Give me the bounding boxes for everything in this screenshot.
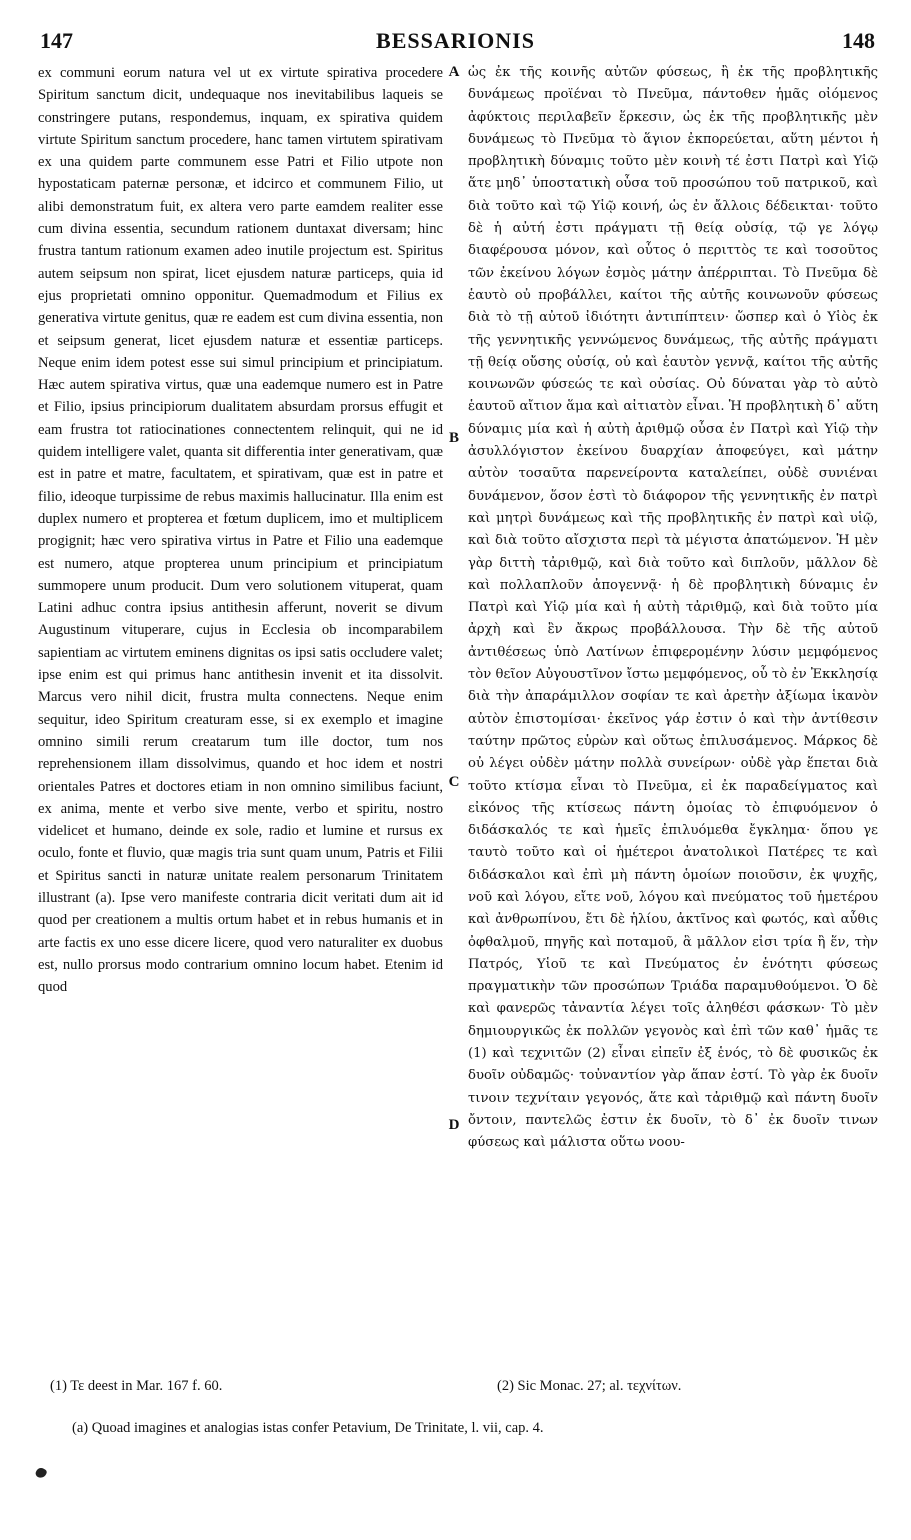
margin-marker-b: B — [448, 430, 459, 446]
running-title: BESSARIONIS — [376, 28, 535, 53]
latin-column — [38, 62, 443, 998]
margin-marker-c: C — [448, 774, 460, 790]
margin-marker-a: A — [448, 64, 460, 80]
footnote-2: (2) Sic Monac. 27; al. τεχνίτων. — [497, 1378, 682, 1394]
left-page-number: 147 — [40, 28, 73, 53]
greek-column — [468, 62, 878, 1155]
right-page-number: 148 — [842, 28, 875, 53]
page-header — [30, 28, 881, 62]
footnote-1: (1) Τε deest in Mar. 167 f. 60. — [50, 1378, 223, 1394]
latin-text: ex communi eorum natura vel ut ex virtute spirativa procedere Spiritum sanctum dicit, undequaque nos inevitabilibus laqueis se constringere putans, respondemus, inquam, ex spirativa quidem virtute Spiritum sanctum procedere, hanc tamen virtutem spirativam ex una quidem parte communem esse Patri et Filio utpote non hypostaticam paternæ personæ, et idcirco et communem Filio, ut alibi demonstratum fuit, ex altera vero parte eamdem realiter esse cum divina essentia, secundum rationem duntaxat diversam; hinc frustra tantum rationum examen adeo inutile projectum est. Spiritus autem seipsum non spirat, licet ejusdem naturæ particeps, quia id ejus proprietati omnino opponitur. Quemadmodum et Filius ex generativa virtute genitus, quæ re eadem est cum divina essentia, non et seipsum generat, licet ejusdem naturæ et essentiæ particeps. Neque enim idem potest esse sui simul principium et principiatum. Hæc autem spirativa virtus, quæ una eademque numero est in Patre et Filio, ipsius principiorum dualitatem absurdam prorsus effugit et eam frustra tot ratiocinationes connectentem relinquit, qui ne id quidem intelligere valet, quanta sit differentia inter generativam, quæ est in patre et matre, facultatem, et spirativam, quæ est in patre et filio, ideoque turpissime de rebus maximis hallucinatur. Illa enim est duplex numero et propterea et fœtum duplicem, imo et multiplicem progignit; hæc vero spirativa virtus in Patre et Filio una eademque est numero, atque propterea unum principium et principiatum summopere unum producit. Dum vero solutionem vituperat, quam Latini adhuc contra ipsius antithesin afferunt, noverit se divum Augustinum vituperare, cujus in Ecclesia ob incomparabilem sapientiam ac virtutem eminens dignitas os ipsi satis occludere valet; ipse enim est qui primus hanc antithesin invenit et ita dissolvit. Marcus vero nihil dicit, frustra multa connectens. Neque enim sequitur, ideo Spiritum creaturam esse, si ex exemplo et imagine omnino simili rerum creatarum tum ille doctor, tum nos reprehensionem illam dissolvimus, quando et hoc idem et nostri orientales Patres et doctores etiam in non omnino similibus faciunt, ex anima, mente et verbo sive mente, verbo et spiritu, nostro videlicet et humano, deinde ex sole, radio et lumine et rursus ex oculo, fonte et fluvio, quæ magis tria sunt quam unum, Patris et Filii et Spiritus sancti in naturæ unitate realem personarum Trinitatem illustrant (a). Ipse vero manifeste contraria dicit veritati dum ait id quod per creationem a multis ortum habet et in rebus humanis et in arte factis ex uno esse dicere licere, quod vero naturaliter ex duobus est, nullo prorsus modo contrarium omnino locum habet. Etenim id quod — [38, 65, 443, 996]
ink-speck — [34, 1466, 48, 1480]
footnote-a: (a) Quoad imagines et analogias istas confer Petavium, De Trinitate, l. vii, cap. 4. — [72, 1420, 544, 1436]
margin-marker-d: D — [448, 1117, 460, 1133]
greek-text: ὡς ἐκ τῆς κοινῆς αὐτῶν φύσεως, ἢ ἐκ τῆς προβλητικῆς δυνάμεως προϊέναι τὸ Πνεῦμα, πάντοθεν ἡμᾶς οἰόμενος ἀφύκτοις περιλαβεῖν ἕρκεσιν, ὡς ἐκ τῆς προβλητικῆς μὲν δυνάμεως τὸ Πνεῦμα τὸ ἅγιον ἐκπορεύεται, αὕτη μέντοι ἡ προβλητικὴ δύναμις τοῦτο μὲν κοινὴ τέ ἐστι Πατρὶ καὶ Υἱῷ ἅτε μηδ᾽ ὑποστατικὴ οὖσα τοῦ προσώπου τοῦ πατρικοῦ, καὶ διὰ τοῦτο καὶ τῷ Υἱῷ κοινή, ὡς ἐν ἄλλοις δέδεικται· τοῦτο δὲ ἡ αὐτή ἐστι πράγματι τῇ θείᾳ οὐσίᾳ, τῷ γε λόγῳ διαφέρουσα μόνον, καὶ οὗτος ὁ περιττὸς τε καὶ τοσοῦτος τῶν ἐκείνου λόγων ἐσμὸς μάτην ἀπέρριπται. Τὸ Πνεῦμα δὲ ἑαυτὸ οὐ προβάλλει, καίτοι τῆς αὐτῆς κοινωνοῦν φύσεως διὰ τὸ τῇ αὐτοῦ ἰδιότητι ἀντιπίπτειν· ὥσπερ καὶ ὁ Υἱὸς ἐκ τῆς γεννητικῆς γεννώμενος δυνάμεως, τῆς αὐτῆς πράγματι τῇ θείᾳ οὔσης οὐσίᾳ, οὐ καὶ ἑαυτὸν γεννᾷ, καίτοι τῆς αὐτῆς κοινωνῶν φύσεώς τε καὶ οὐσίας. Οὐ δύναται γὰρ τὸ αὐτὸ ἑαυτοῦ αἴτιον ἅμα καὶ αἰτιατὸν εἶναι. Ἡ προβλητικὴ δ᾽ αὕτη δύναμις μία καὶ ἡ αὐτὴ ἀριθμῷ οὖσα ἐν Πατρὶ καὶ Υἱῷ τὴν ἀσυλλόγιστον ἐκείνου δυαρχίαν ἀποφεύγει, καὶ μάτην αὐτὸν τοσαῦτα παρενείροντα καταλείπει, οὐδὲ συνιέναι δυνάμενον, ὅσον ἐστὶ τὸ διάφορον τῆς γεννητικῆς ἐν πατρὶ καὶ μητρὶ δυνάμεως καὶ τῆς προβλητικῆς ἐν πατρὶ καὶ υἱῷ, καὶ διὰ τοῦτο αἴσχιστα περὶ τὰ μέγιστα ἀπατώμενον. Ἡ μὲν γὰρ διττὴ τἀριθμῷ, καὶ διὰ τοῦτο καὶ διπλοῦν, μᾶλλον δὲ καὶ πολλαπλοῦν ἀπογεννᾷ· ἡ δὲ προβλητικὴ δύναμις ἐν Πατρὶ καὶ Υἱῷ μία καὶ ἡ αὐτὴ τἀριθμῷ, καὶ διὰ τοῦτο μία ἀρχὴ καὶ ἓν ἄκρως προβάλλουσα. Τὴν δὲ τῆς αὐτοῦ ἀντιθέσεως ὑπὸ Λατίνων ἐπιφερομένην λύσιν μεμφόμενος τὸν θεῖον Αὐγουστῖνον ἴστω μεμφόμενος, οὗ τὸ ἐν Ἐκκλησίᾳ διὰ τὴν ἀπαράμιλλον σοφίαν τε καὶ ἀρετὴν ἀξίωμα ἱκανὸν αὐτὸν ἐπιστομίσαι· ἐκεῖνος γάρ ἐστιν ὁ καὶ τὴν ἀντίθεσιν ταύτην πρῶτος εὑρὼν καὶ οὕτως ἐπιλυσάμενος. Μάρκος δὲ οὐ λέγει οὐδὲν μάτην πολλὰ συνείρων· οὐδὲ γὰρ ἕπεται διὰ τοῦτο κτίσμα εἶναι τὸ Πνεῦμα, εἰ ἐκ παραδείγματος καὶ εἰκόνος τῆς κτίσεως πάντη ὁμοίας τὸ ἐπιφυόμενον ὁ διδάσκαλός τε καὶ ἡμεῖς ἐπιλυόμεθα ἔγκλημα· ὅπου γε ταυτὸ τοῦτο καὶ οἱ ἡμέτεροι ἀνατολικοὶ Πατέρες τε καὶ διδάσκαλοι καὶ ἐπὶ μὴ πάντη ὁμοίων ποιοῦσιν, ἐκ ψυχῆς, νοῦ καὶ λόγου, εἴτε νοῦ, λόγου καὶ πνεύματος τοῦ ἡμετέρου καὶ ἀνθρωπίνου, ἔτι δὲ ἡλίου, ἀκτῖνος καὶ φωτός, καὶ αὖθις ὀφθαλμοῦ, πηγῆς καὶ ποταμοῦ, ἃ μᾶλλον εἰσι τρία ἢ ἕν, τὴν Πατρός, Υἱοῦ τε καὶ Πνεύματος ἐν ἑνότητι φύσεως πραγματικὴν τῶν προσώπων Τριάδα παραμυθούμενοι. Ὁ δὲ καὶ φανερῶς τἀναντία λέγει τοῖς ἀληθέσι φάσκων· Τὸ μὲν δημιουργικῶς ἐκ πολλῶν γεγονὸς καὶ ἐπὶ τῶν καθ᾽ ἡμᾶς τε (1) καὶ τεχνιτῶν (2) εἶναι εἰπεῖν ἐξ ἑνός, τὸ δὲ φυσικῶς ἐκ δυοῖν οὐδαμῶς· τοὐναντίον γὰρ ἅπαν ἐστί. Τὸ γὰρ ἐκ δυοῖν τινοιν τεχνίταιν γεγονός, ἅτε καὶ τἀριθμῷ καὶ πάντη δυοῖν ὄντοιν, παντελῶς ἐστιν ἐκ δυοῖν, τὸ δ᾽ ἐκ δυοῖν τινων φύσεως καὶ μάλιστα οὕτω νοου- — [468, 65, 878, 1151]
